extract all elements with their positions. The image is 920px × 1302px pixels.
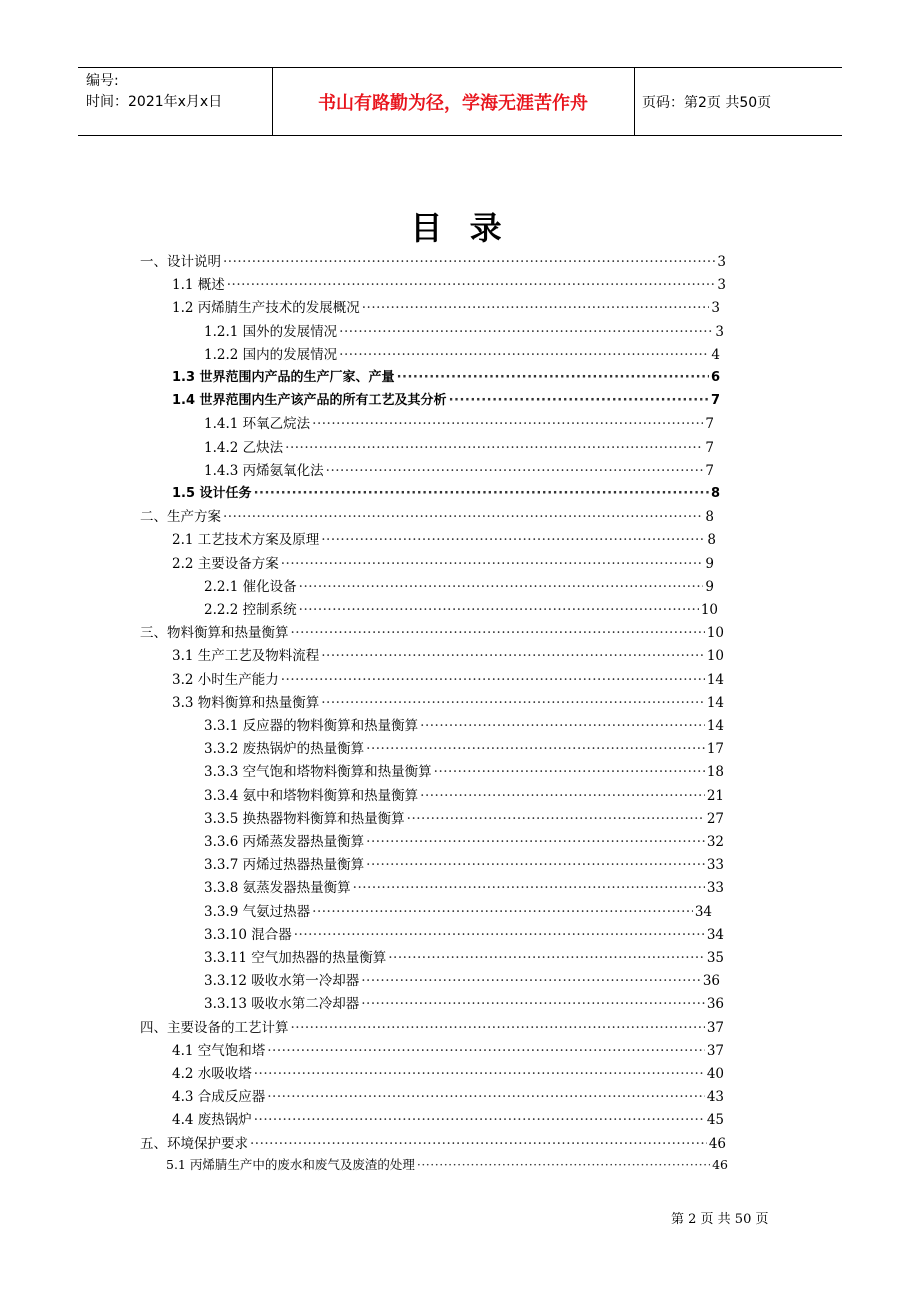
toc-entry-page: 10 — [700, 602, 718, 618]
toc-leader-dots — [281, 672, 705, 688]
toc-entry-label: 2.1 工艺技术方案及原理 — [172, 532, 320, 549]
toc-leader-dots — [388, 950, 705, 966]
toc-leader-dots — [321, 648, 705, 664]
toc-leader-dots — [326, 463, 704, 479]
toc-entry-label: 1.4 世界范围内生产该产品的所有工艺及其分析 — [172, 393, 447, 409]
toc-entry — [172, 691, 724, 713]
toc-entry-label: 4.4 废热锅炉 — [172, 1112, 252, 1129]
toc-leader-dots — [227, 277, 716, 293]
toc-leader-dots — [339, 324, 713, 340]
toc-entry-label: 1.5 设计任务 — [172, 486, 252, 501]
toc-leader-dots — [294, 927, 705, 943]
toc-entry-page: 40 — [706, 1066, 724, 1082]
toc-entry-label: 3.3.4 氨中和塔物料衡算和热量衡算 — [204, 787, 419, 804]
toc-entry-label: 3.3.3 空气饱和塔物料衡算和热量衡算 — [204, 764, 432, 781]
toc-leader-dots — [254, 1112, 705, 1128]
toc-entry-label: 4.2 水吸收塔 — [172, 1066, 252, 1082]
toc-entry-label: 3.3.13 吸收水第二冷却器 — [204, 996, 360, 1013]
toc-entry — [172, 552, 714, 574]
toc-leader-dots — [291, 1020, 705, 1036]
toc-leader-dots — [299, 602, 699, 618]
toc-entry — [140, 621, 724, 643]
toc-entry-label: 1.2.1 国外的发展情况 — [204, 323, 338, 340]
toc-entry-label: 1.4.3 丙烯氨氧化法 — [204, 462, 324, 479]
toc-leader-dots — [312, 904, 693, 920]
toc-entry-page: 8 — [705, 509, 714, 526]
toc-leader-dots — [339, 347, 709, 363]
toc-entry — [172, 1039, 724, 1061]
toc-entry-label: 3.3.2 废热锅炉的热量衡算 — [204, 741, 365, 758]
toc-leader-dots — [420, 718, 705, 734]
toc-entry-label: 4.3 合成反应器 — [172, 1089, 266, 1106]
toc-entry — [204, 320, 724, 342]
toc-leader-dots — [434, 764, 705, 780]
toc-entry-label: 3.3.7 丙烯过热器热量衡算 — [204, 857, 365, 874]
toc-entry — [204, 459, 714, 481]
toc-leader-dots — [299, 579, 704, 595]
header-bottom-rule — [78, 135, 842, 136]
toc-entry-page: 21 — [706, 787, 724, 804]
toc-entry — [166, 1155, 728, 1177]
toc-entry-page: 37 — [706, 1019, 724, 1036]
toc-entry-page: 7 — [710, 393, 720, 409]
toc-entry-page: 46 — [708, 1135, 726, 1152]
toc-entry-label: 3.3.12 吸收水第一冷却器 — [204, 973, 360, 990]
toc-entry — [172, 273, 726, 295]
toc-entry-label: 1.2.2 国内的发展情况 — [204, 346, 338, 363]
toc-leader-dots — [366, 857, 705, 873]
toc-entry-label: 3.3.10 混合器 — [204, 926, 292, 943]
toc-entry-label: 3.3.1 反应器的物料衡算和热量衡算 — [204, 718, 419, 734]
toc-entry-page: 9 — [705, 555, 714, 572]
toc-entry-label: 1.4.1 环氧乙烷法 — [204, 416, 311, 433]
toc-entry-page: 27 — [706, 810, 724, 827]
toc-entry-page: 36 — [702, 973, 720, 990]
toc-entry-page: 46 — [712, 1156, 728, 1172]
toc-leader-dots — [397, 370, 709, 385]
toc-entry-page: 35 — [706, 950, 724, 966]
page-footer: 第 2 页 共 50 页 — [671, 1212, 769, 1227]
toc-entry-page: 33 — [706, 880, 724, 897]
toc-entry-label: 3.3 物料衡算和热量衡算 — [172, 694, 320, 711]
toc-leader-dots — [254, 1066, 705, 1082]
toc-entry-label: 1.4.2 乙炔法 — [204, 439, 284, 456]
header-time-label: 时间：2021年x月x日 — [86, 94, 223, 110]
toc-entry-page: 34 — [694, 903, 712, 920]
toc-entry — [204, 807, 724, 829]
toc-leader-dots — [250, 1136, 707, 1152]
toc-entry — [204, 969, 720, 991]
toc-entry — [140, 250, 726, 272]
toc-entry — [172, 1062, 724, 1084]
toc-entry-page: 33 — [706, 857, 724, 874]
toc-leader-dots — [361, 996, 705, 1012]
toc-leader-dots — [223, 509, 703, 525]
toc-leader-dots — [312, 416, 703, 432]
toc-entry-label: 2.2.1 催化设备 — [204, 578, 297, 595]
toc-entry-page: 14 — [706, 671, 724, 688]
toc-entry — [172, 1108, 724, 1130]
toc-leader-dots — [366, 834, 705, 850]
toc-entry-label: 2.2 主要设备方案 — [172, 555, 279, 572]
toc-entry-page: 9 — [705, 578, 714, 595]
toc-entry — [172, 296, 720, 318]
toc-entry — [204, 784, 724, 806]
toc-entry-page: 18 — [706, 764, 724, 781]
toc-leader-dots — [285, 440, 703, 456]
page-title: 目 录 — [410, 209, 510, 247]
toc-entry-label: 三、物料衡算和热量衡算 — [140, 625, 289, 642]
toc-entry-label: 3.3.9 气氨过热器 — [204, 903, 311, 920]
toc-entry-label: 4.1 空气饱和塔 — [172, 1042, 266, 1059]
toc-leader-dots — [254, 486, 709, 501]
toc-entry-page: 3 — [717, 254, 726, 270]
toc-entry-page: 17 — [706, 741, 724, 758]
toc-entry-label: 1.3 世界范围内产品的生产厂家、产量 — [172, 370, 395, 385]
toc-entry — [204, 992, 724, 1014]
toc-leader-dots — [321, 532, 705, 548]
toc-entry — [172, 366, 720, 388]
toc-entry-page: 37 — [706, 1042, 724, 1059]
toc-entry-page: 14 — [706, 718, 724, 734]
toc-entry-page: 3 — [711, 300, 720, 317]
header-motto: 书山有路勤为径，学海无涯苦作舟 — [318, 93, 588, 114]
toc-entry-page: 3 — [715, 323, 724, 340]
toc-entry — [172, 668, 724, 690]
toc-entry — [204, 436, 714, 458]
toc-entry-label: 3.3.11 空气加热器的热量衡算 — [204, 950, 387, 966]
toc-leader-dots — [407, 811, 705, 827]
toc-entry — [204, 714, 724, 736]
header-page-label: 页码：第2页 共50页 — [642, 95, 772, 111]
toc-entry — [204, 876, 724, 898]
toc-entry — [204, 853, 724, 875]
toc-leader-dots — [281, 556, 704, 572]
toc-entry-page: 7 — [705, 462, 714, 479]
toc-entry-page: 3 — [717, 277, 726, 294]
toc-entry-label: 5.1 丙烯腈生产中的废水和废气及废渣的处理 — [166, 1156, 415, 1172]
toc-entry — [204, 737, 724, 759]
toc-entry — [204, 412, 714, 434]
header-number-label: 编号: — [86, 73, 119, 89]
toc-entry-page: 7 — [705, 416, 714, 433]
toc-entry — [172, 389, 720, 411]
toc-entry-label: 一、设计说明 — [140, 254, 221, 270]
toc-entry-page: 7 — [705, 439, 714, 456]
toc-leader-dots — [321, 695, 705, 711]
toc-entry-page: 45 — [706, 1112, 724, 1129]
toc-entry-page: 10 — [706, 625, 724, 642]
toc-entry — [172, 482, 720, 504]
toc-entry-page: 4 — [711, 346, 720, 363]
toc-entry-label: 3.1 生产工艺及物料流程 — [172, 648, 320, 665]
toc-entry-page: 34 — [706, 926, 724, 943]
toc-leader-dots — [420, 788, 705, 804]
toc-leader-dots — [267, 1089, 705, 1105]
header-divider-right — [634, 67, 635, 136]
toc-entry — [204, 575, 714, 597]
toc-entry — [172, 1085, 724, 1107]
toc-entry-label: 五、环境保护要求 — [140, 1135, 248, 1152]
toc-entry-page: 10 — [706, 648, 724, 665]
toc-entry-label: 1.1 概述 — [172, 277, 225, 294]
toc-leader-dots — [267, 1043, 705, 1059]
toc-entry — [204, 900, 712, 922]
toc-leader-dots — [417, 1157, 710, 1172]
toc-entry — [204, 946, 724, 968]
toc-entry-label: 1.2 丙烯腈生产技术的发展概况 — [172, 300, 360, 317]
toc-entry — [140, 505, 714, 527]
toc-entry — [172, 644, 724, 666]
toc-entry-label: 2.2.2 控制系统 — [204, 602, 297, 618]
toc-entry-page: 6 — [710, 370, 720, 385]
toc-entry — [140, 1132, 726, 1154]
toc-entry-page: 32 — [706, 834, 724, 850]
toc-entry — [204, 830, 724, 852]
toc-entry-page: 8 — [710, 486, 720, 501]
toc-entry — [204, 343, 720, 365]
toc-entry — [172, 528, 716, 550]
toc-entry-page: 43 — [706, 1089, 724, 1106]
toc-entry — [204, 760, 724, 782]
toc-entry-label: 二、生产方案 — [140, 509, 221, 526]
toc-entry-label: 3.3.5 换热器物料衡算和热量衡算 — [204, 810, 405, 827]
toc-entry-page: 14 — [706, 694, 724, 711]
toc-entry-page: 8 — [707, 532, 716, 549]
toc-entry — [204, 923, 724, 945]
toc-leader-dots — [449, 393, 709, 408]
toc-leader-dots — [291, 625, 705, 641]
toc-entry-label: 3.2 小时生产能力 — [172, 671, 279, 688]
toc-entry — [140, 1016, 724, 1038]
toc-entry-page: 36 — [706, 996, 724, 1013]
header-top-rule — [78, 67, 842, 68]
toc-entry-label: 3.3.6 丙烯蒸发器热量衡算 — [204, 834, 365, 850]
toc-entry-label: 四、主要设备的工艺计算 — [140, 1019, 289, 1036]
toc-leader-dots — [361, 973, 701, 989]
toc-leader-dots — [362, 300, 710, 316]
toc-entry-label: 3.3.8 氨蒸发器热量衡算 — [204, 880, 351, 897]
toc-leader-dots — [353, 880, 705, 896]
toc-entry — [204, 598, 718, 620]
toc-leader-dots — [366, 741, 705, 757]
toc-leader-dots — [223, 254, 715, 270]
